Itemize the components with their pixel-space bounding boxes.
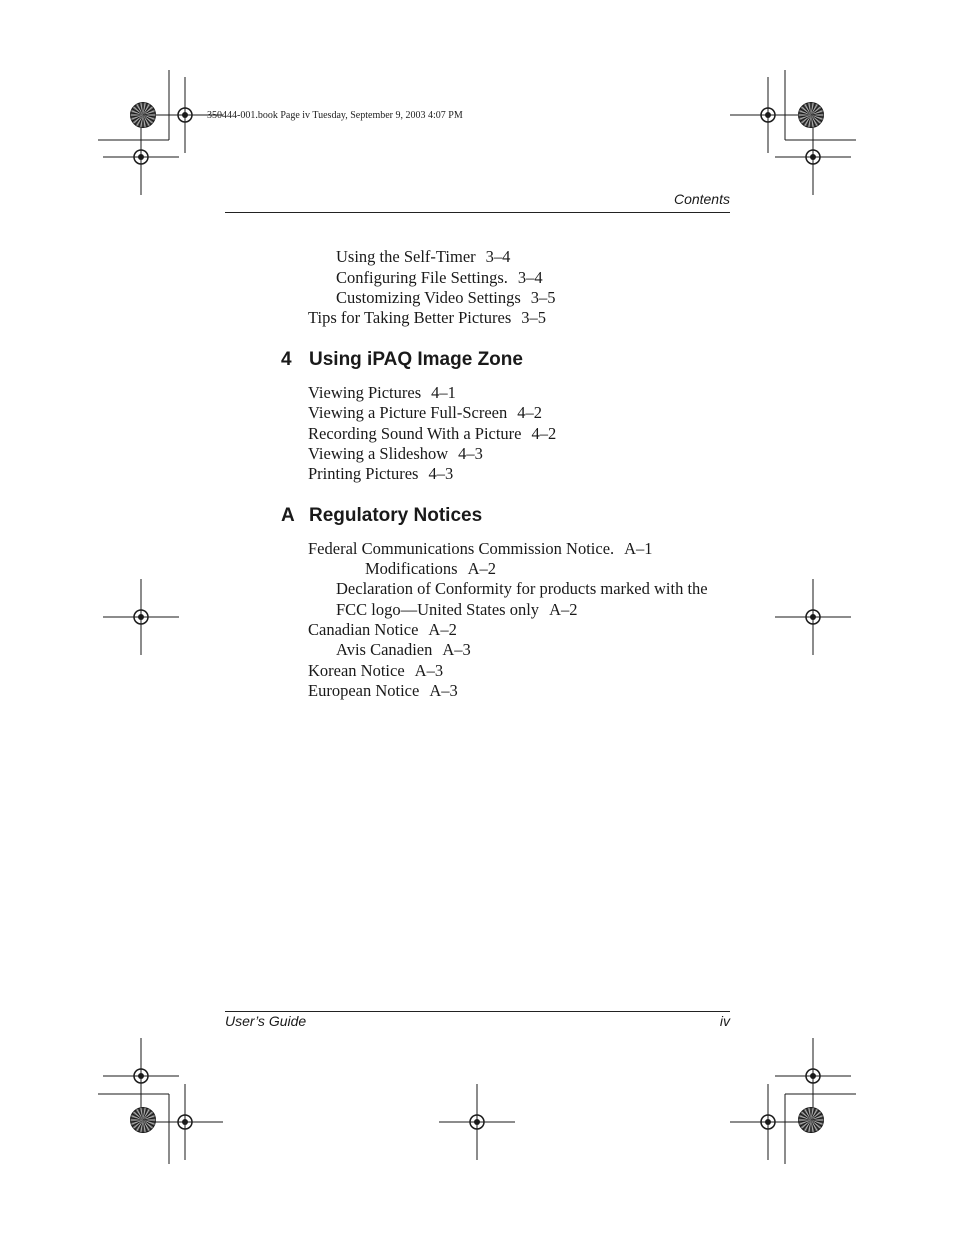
registration-target-icon: [439, 1084, 515, 1160]
footer-title: User’s Guide: [225, 1013, 307, 1029]
starburst-target-icon: [131, 103, 156, 128]
starburst-target-icon: [799, 103, 824, 128]
toc-entry-page: A–2: [428, 620, 457, 639]
toc-entry-page: 4–3: [428, 464, 454, 483]
toc-entry-label: Avis Canadien: [336, 640, 433, 659]
toc-entry-label: Federal Communications Commission Notice.: [308, 539, 615, 558]
toc-entry-page: 3–4: [517, 268, 543, 287]
footer-rule: [225, 1011, 730, 1012]
toc-entry-label: Korean Notice: [308, 661, 405, 680]
toc-entry-page: A–1: [624, 539, 653, 558]
registration-target-icon: [103, 119, 179, 195]
toc-entry-label: Tips for Taking Better Pictures: [308, 308, 512, 327]
toc-entry-label: Viewing a Slideshow: [308, 444, 449, 463]
toc-entry-label: Printing Pictures: [308, 464, 419, 483]
registration-target-icon: [775, 1038, 851, 1114]
toc-entry-label: FCC logo—United States only: [336, 600, 540, 619]
registration-target-icon: [775, 119, 851, 195]
registration-target-icon: [103, 1038, 179, 1114]
toc-entry-label: European Notice: [308, 681, 420, 700]
toc-entry-label: Recording Sound With a Picture: [308, 424, 522, 443]
toc-entry-page: A–3: [414, 661, 444, 680]
registration-target-icon: [730, 77, 806, 153]
starburst-target-icon: [799, 1108, 824, 1133]
registration-target-icon: [775, 579, 851, 655]
toc-entry-page: 3–5: [530, 288, 556, 307]
chapter-heading[interactable]: [281, 347, 523, 373]
toc-entry-page: 4–2: [531, 424, 557, 443]
toc-entry-label: Canadian Notice: [308, 620, 419, 639]
toc-entry-label: Viewing Pictures: [308, 383, 422, 402]
toc-entry-page: 3–5: [521, 308, 547, 327]
toc-entry-page: 4–3: [458, 444, 483, 463]
chapter-title: Using iPAQ Image Zone: [309, 349, 523, 370]
toc-entry-page: A–3: [442, 640, 471, 659]
toc-entry-label: Customizing Video Settings: [336, 288, 521, 307]
running-head: Contents: [673, 191, 730, 207]
toc-entry-page: 4–2: [517, 403, 542, 422]
chapter-heading[interactable]: [281, 503, 482, 529]
chapter-number: A: [281, 505, 295, 526]
toc-entry-label: Viewing a Picture Full-Screen: [308, 403, 508, 422]
chapter-title: Regulatory Notices: [309, 505, 483, 526]
registration-target-icon: [103, 579, 179, 655]
toc-entry-page: A–3: [429, 681, 458, 700]
toc-entry-label: Configuring File Settings.: [336, 268, 508, 287]
toc-entry-label-continued[interactable]: Declaration of Conformity for products marked with the: [336, 579, 708, 598]
chapter-number: 4: [281, 349, 292, 370]
print-slug: 350444-001.book Page iv Tuesday, September 9, 2003 4:07 PM: [207, 110, 463, 121]
header-rule: [225, 212, 730, 213]
toc-entry-page: 3–4: [485, 247, 511, 266]
toc-entry-page: A–2: [467, 559, 496, 578]
starburst-target-icon: [131, 1108, 156, 1133]
page-number: iv: [719, 1013, 730, 1029]
toc-entry-label: Modifications: [365, 559, 458, 578]
toc-entry-label: Using the Self-Timer: [336, 247, 476, 266]
toc-entry-page: 4–1: [431, 383, 456, 402]
toc-entry-page: A–2: [549, 600, 578, 619]
registration-target-icon: [147, 1084, 223, 1160]
registration-target-icon: [730, 1084, 806, 1160]
